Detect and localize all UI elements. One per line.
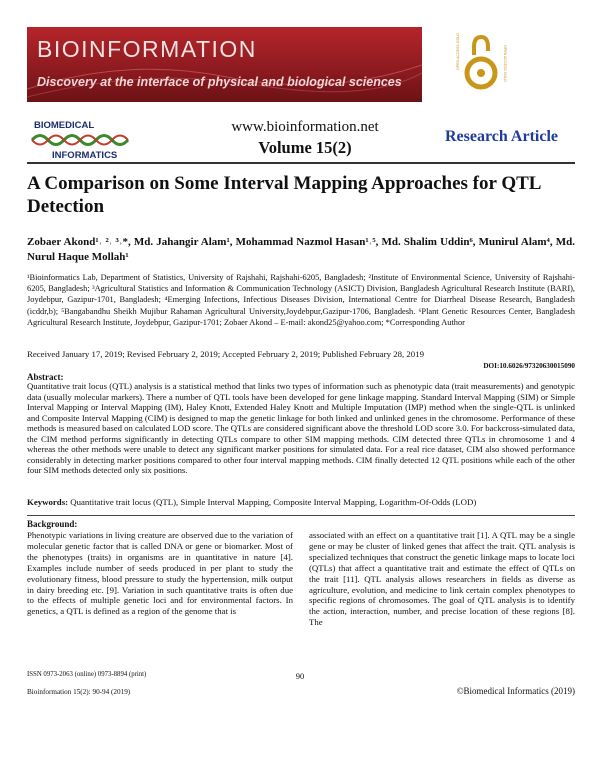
open-access-badge [452,25,510,107]
author-list: Zobaer Akond¹˒ ²˒ ³˒*, Md. Jahangir Alam¹, Mohammad Nazmol Hasan¹˒⁵, Md. Shalim Uddin⁶, Munirul Alam⁴, Md. Nurul Haque Mollah¹ [27,236,575,263]
header-divider [27,162,575,164]
abstract-text: Quantitative trait locus (QTL) analysis is a statistical method that links two types of information such as phenotypic data (trait measurements) and genotypic data (usually molecular markers). There a number of QTL tools have been developed for gene linkage mapping. Standard Interval Mapping (SIM) or Simple Interval Mapping or Interval Mapping (IM), Haley Knott, Extended Haley Knott and Multiple Imputation (IMP) method when the single-QTL is unlinked and Composite Interval Mapping (CIM) is designed to map the genetic linkage for both linked and unlinked genes in the chromosome. Performance of these methods is measured based on calculated LOD score. The QTLs are considered significant above the threshold LOD score 3.0. For backcross-simulated data, the CIM method performs significantly in detecting QTLs compare to other SIM mapping methods. CIM detected three QTLs in chromosome 1 and 4 whereas the other methods were unable to detect any significant marker positions for simulated data. For a real rice dataset, CIM also showed performance considerably in detecting marker positions compared to other four interval mapping methods. CIM finally detected 12 QTL positions while each of the other four SIM methods detected only six positions. [27,381,575,475]
banner-title: BIOINFORMATION [37,36,257,62]
biomedical-informatics-logo [30,120,135,162]
oa-badge-bottom-text: OPEN ACCESS GOLD [503,45,507,82]
logo-line1: BIOMEDICAL [34,120,95,131]
footer-citation: Bioinformation 15(2): 90-94 (2019) [27,688,131,696]
abstract-heading: Abstract: [27,372,64,382]
banner-subtitle: Discovery at the interface of physical and biological sciences [37,75,402,89]
doi[interactable]: DOI:10.6026/97320630015090 [483,362,575,370]
article-title: A Comparison on Some Interval Mapping Approaches for QTL Detection [27,173,541,217]
logo-line2: INFORMATICS [52,150,118,161]
oa-badge-top-text: OPEN ACCESS GOLD [456,33,460,70]
background-column-1: Phenotypic variations in living creature are observed due to the variation of molecular genetic factor that is called DNA or gene or biomarker. Most of the phenotypes (traits) in organisms are in quantitative in nature [4]. Examples include number of seeds produced in per plant to study the evolutionary fitness, blood pressure to study the hypertension, milk output in dairy breeding etc. [9]. Variation in such quantitative traits is often due to the effects of multiple genetic loci and for environmental factors. In genetics, a QTL is defined as a region of the genome that is [27,530,293,617]
background-column-2: associated with an effect on a quantitative trait [1]. A QTL may be a single gene or may be cluster of linked genes that affect the trait. QTL analysis is specialized techniques that construct the genetic linkage maps to locate loci (QTLs) that affect a quantitative trait and estimate the effect of QTLs on the trait [11]. QTL analysis allows researchers in fields as diverse as agriculture, evolution, and medicine to link certain complex phenotypes to specific regions of chromosomes. The goal of QTL analysis is to identify the action, interaction, number, and precise location of these regions [8]. The [309,530,575,628]
article-type: Research Article [445,128,558,145]
keywords-label: Keywords: [27,497,69,507]
journal-banner [27,27,422,102]
footer-issn: ISSN 0973-2063 (online) 0973-8894 (print) [27,671,147,678]
section-divider [27,515,575,516]
footer-copyright: ©Biomedical Informatics (2019) [456,686,575,696]
volume-label: Volume 15(2) [258,138,352,157]
dna-wave-icon [30,131,135,149]
keywords-line [27,497,575,507]
affiliations: ¹Bioinformatics Lab, Department of Statistics, University of Rajshahi, Rajshahi-6205, Bangladesh; ²Institute of Environmental Science, University of Rajshahi-6205, Bangladesh; ³Agricultural Statistics and Information & Communication Technology (ASICT) Division, Bangladesh Agricultural Research Institute (BARI), Joydebpur, Gazipur-1701, Bangladesh; ⁴Emerging Infections, Infectious Diseases Division, International Centre for Diarrheal Disease Research, Bangladesh (icddr,b); ⁵Bangabandhu Sheikh Mujibur Rahaman Agricultural University,Joydebpur,Gazipur-1706, Bangladesh. ⁶Plant Genetic Resources Center, Bangladesh Agricultural Research Institute, Joydebpur, Gazipur-1701; Zobaer Akond – E-mail: akond25@yahoo.com; *Corresponding Author [27,273,575,327]
journal-website[interactable]: www.bioinformation.net [231,119,379,135]
publication-dates: Received January 17, 2019; Revised February 2, 2019; Accepted February 2, 2019; Published February 28, 2019 [27,349,425,359]
background-heading: Background: [27,519,78,529]
keywords-text: Quantitative trait locus (QTL), Simple Interval Mapping, Composite Interval Mapping, Logarithm-Of-Odds (LOD) [70,497,477,507]
page-number: 90 [295,671,305,681]
banner-wave-decoration [27,27,422,102]
